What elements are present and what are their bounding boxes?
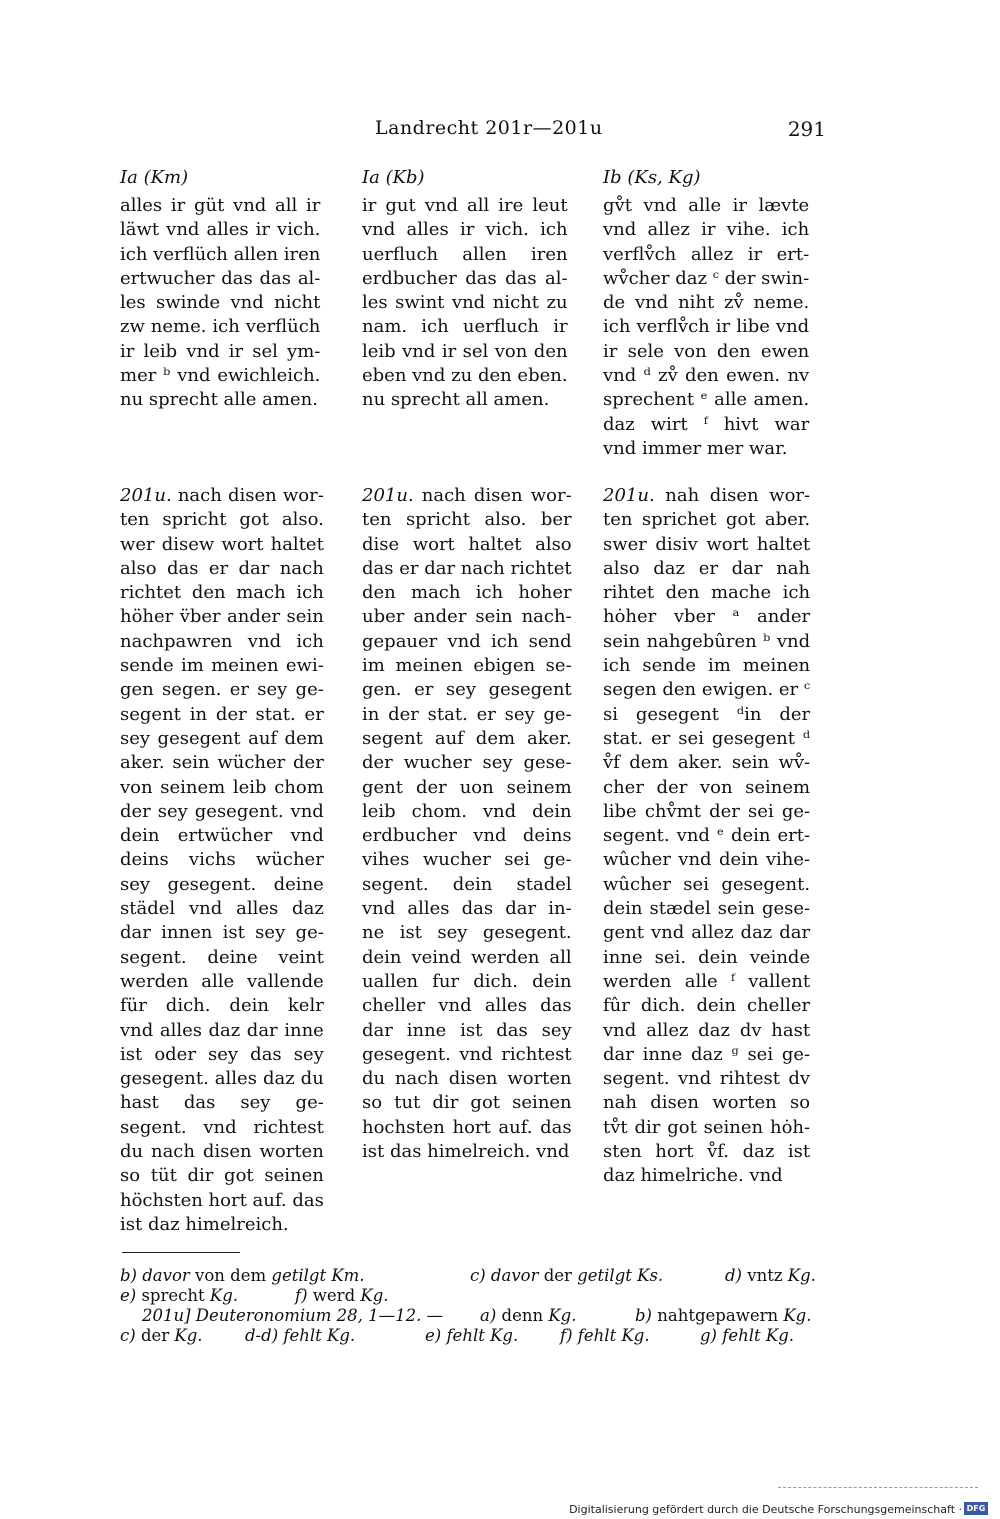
text-block-201r: [362, 194, 568, 413]
footnote-part: werd: [312, 1286, 361, 1305]
footnote: [635, 1306, 812, 1326]
text-line: dar inne ist das sey: [362, 1019, 572, 1041]
footnote-part: Kg.: [548, 1306, 577, 1325]
text-line: stat. er sei gesegent ᵈ: [603, 727, 811, 749]
footnote-line: [120, 1306, 826, 1326]
footnote-part: Kg.: [783, 1306, 812, 1325]
footnote-part: b) davor: [120, 1266, 196, 1285]
text-line: gv̊t vnd alle ir lævte: [603, 195, 810, 216]
text-line: hochsten hort auf. das: [362, 1116, 572, 1138]
text-line: inne sei. dein veinde: [603, 946, 811, 968]
text-line: wûcher vnd dein vihe-: [603, 849, 811, 871]
text-block-201u: [120, 484, 324, 1237]
text-line: im meinen ebigen se-: [362, 655, 572, 677]
text-line: sey gesegent. deine: [120, 873, 324, 895]
text-line: ist das himelreich. vnd: [362, 1141, 570, 1163]
footnote: [120, 1326, 203, 1346]
text-line: gent vnd allez daz dar: [603, 922, 811, 944]
text-line: verflv̊ch allez ir ert-: [603, 243, 810, 265]
text-line: ertwucher das das al-: [120, 267, 321, 289]
text-line: deins vichs wücher: [120, 849, 324, 871]
text-line: dise wort haltet also: [362, 533, 572, 555]
text-line: gepauer vnd ich send: [362, 630, 572, 652]
text-line: si gesegent ᵈin der: [603, 703, 811, 725]
footnote-part: nahtgepawern: [657, 1306, 784, 1325]
text-line: dar inne daz ᵍ sei ge-: [603, 1043, 811, 1065]
text-line: städel vnd alles daz: [120, 898, 324, 920]
text-line: der wucher sey gese-: [362, 752, 572, 774]
text-line: vnd immer mer war.: [603, 437, 788, 459]
text-line: eben vnd zu den eben.: [362, 365, 568, 387]
text-line: in der stat. er sey ge-: [362, 703, 572, 725]
text-line: hȯher vber ᵃ ander: [603, 606, 811, 628]
footnote-part: Kg.: [360, 1286, 389, 1305]
footnote-part: Kg.: [209, 1286, 239, 1305]
text-line: werden alle ᶠ vallent: [603, 970, 811, 992]
text-line: nachpawren vnd ich: [120, 630, 324, 652]
text-block-201u: [362, 484, 572, 1164]
page-number: 291: [787, 117, 826, 141]
text-line: ir gut vnd all ire leut: [362, 195, 568, 216]
footnote: [725, 1266, 816, 1286]
footnote-separator: [122, 1252, 240, 1253]
text-line: sten hort v̊f. daz ist: [603, 1141, 811, 1163]
text-line: segent. deine veint: [120, 946, 324, 968]
footnote: [120, 1266, 365, 1286]
text-line: uallen fur dich. dein: [362, 970, 572, 992]
text-line: richtet den mach ich: [120, 582, 324, 604]
text-line: dein veind werden all: [362, 946, 572, 968]
text-line: swer disiv wort haltet: [603, 533, 811, 555]
text-line: dein ertwücher vnd: [120, 825, 324, 847]
text-line: hast das sey ge-: [120, 1092, 324, 1114]
text-line: vnd allez ir vihe. ich: [603, 219, 810, 241]
text-line: erdbucher das das al-: [362, 267, 568, 289]
text-line: sprechent ᵉ alle amen.: [603, 389, 810, 411]
text-line: les swinde vnd nicht: [120, 292, 321, 314]
text-line: daz wirt ᶠ hivt war: [603, 413, 810, 435]
text-line: sende im meinen ewi-: [120, 655, 324, 677]
footnote: [295, 1286, 389, 1306]
footnote-part: der: [140, 1326, 175, 1345]
footnote: [142, 1306, 443, 1326]
text-line: segent in der stat. er: [120, 703, 324, 725]
footnote-part: d-d) fehlt Kg.: [245, 1326, 356, 1345]
text-line: segen den ewigen. er ᶜ: [603, 679, 811, 701]
text-line: ich sende im meinen: [603, 655, 811, 677]
text-line: gen. er sey gesegent: [362, 679, 572, 701]
section-marker: 201u.: [362, 485, 414, 506]
text-line: also daz er dar nah: [603, 557, 811, 579]
text-line: segent auf dem aker.: [362, 727, 572, 749]
text-line: nah disen worten so: [603, 1092, 811, 1114]
text-line-rest: nach disen wor-: [171, 485, 324, 506]
footnote-part: vntz: [747, 1266, 788, 1285]
text-line: ir leib vnd ir sel ym-: [120, 340, 321, 362]
footnote-part: 201u] Deuteronomium 28, 1—12. —: [142, 1306, 444, 1325]
text-line: von seinem leib chom: [120, 776, 324, 798]
footnote-part: getilgt Ks.: [577, 1266, 664, 1285]
text-line: vnd ᵈ zv̊ den ewen. nv: [603, 365, 810, 387]
text-line: ist oder sey das sey: [120, 1043, 324, 1065]
text-line: ten spricht got also.: [120, 509, 324, 531]
text-line: höchsten hort auf. das: [120, 1189, 324, 1211]
text-line: vnd allez daz dv hast: [603, 1019, 811, 1041]
text-line: also das er dar nach: [120, 557, 324, 579]
footnote: [700, 1326, 794, 1346]
text-line: gesegent. vnd richtest: [362, 1043, 572, 1065]
text-line: gent der uon seinem: [362, 776, 572, 798]
text-line: du nach disen worten: [120, 1141, 324, 1163]
text-line: wv̊cher daz ᶜ der swin-: [603, 267, 810, 289]
text-line: so tüt dir got seinen: [120, 1165, 324, 1187]
text-line: dein stædel sein gese-: [603, 898, 811, 920]
text-line: leib vnd ir sel von den: [362, 340, 568, 362]
footnote-part: a): [480, 1306, 502, 1325]
footnote-part: f): [295, 1286, 313, 1305]
section-marker: 201u.: [120, 485, 172, 506]
text-line: [603, 484, 810, 508]
text-line: segent. vnd ᵉ dein ert-: [603, 825, 811, 847]
text-line: du nach disen worten: [362, 1068, 572, 1090]
dfg-logo: DFG: [964, 1502, 988, 1515]
running-title: Landrecht 201r—201u: [375, 117, 603, 139]
footnote-part: der: [543, 1266, 578, 1285]
footnote-line: [120, 1326, 826, 1346]
text-line: ten sprichet got aber.: [603, 509, 811, 531]
text-line: ne ist sey gesegent.: [362, 922, 572, 944]
text-line: nam. ich uerfluch ir: [362, 316, 568, 338]
text-line: rihtet den mache ich: [603, 582, 811, 604]
footnote-part: c) davor: [470, 1266, 544, 1285]
text-line: vnd alles das dar in-: [362, 898, 572, 920]
text-line: segent. vnd richtest: [120, 1116, 324, 1138]
text-line: läwt vnd alles ir vich.: [120, 219, 321, 241]
footnote: [560, 1326, 650, 1346]
text-line: segent. vnd rihtest dv: [603, 1068, 811, 1090]
footnote: [120, 1286, 238, 1306]
text-line: uber ander sein nach-: [362, 606, 572, 628]
footnote-part: Kg.: [174, 1326, 203, 1345]
footnote-part: von dem: [195, 1266, 272, 1285]
footnote: [470, 1266, 663, 1286]
footnote: [480, 1306, 577, 1326]
text-line: ich verflüch allen iren: [120, 243, 321, 265]
footnote-part: b): [635, 1306, 658, 1325]
text-line: höher v̈ber ander sein: [120, 606, 324, 628]
page-header: [120, 117, 826, 147]
footnote-part: g) fehlt Kg.: [700, 1326, 795, 1345]
text-block-201r: [603, 194, 809, 461]
footnote-line: [120, 1266, 826, 1286]
text-line: tv̊t dir got seinen hȯh-: [603, 1116, 811, 1138]
text-line: ich verflv̊ch ir libe vnd: [603, 316, 810, 338]
text-line: sey gesegent auf dem: [120, 727, 324, 749]
text-line: aker. sein wücher der: [120, 752, 324, 774]
footnote-part: sprecht: [141, 1286, 210, 1305]
footnote-line: [120, 1286, 826, 1306]
text-line: v̊f dem aker. sein wv̊-: [603, 752, 811, 774]
footnote-part: c): [120, 1326, 141, 1345]
text-line: sein nahgebûren ᵇ vnd: [603, 630, 811, 652]
text-line: so tut dir got seinen: [362, 1092, 572, 1114]
text-line: vnd alles daz dar inne: [120, 1019, 324, 1041]
column-siglum: Ib (Ks, Kg): [603, 167, 701, 188]
text-line: nu sprecht alle amen.: [120, 389, 318, 411]
text-line: für dich. dein kelr: [120, 995, 324, 1017]
text-line: vnd alles ir vich. ich: [362, 219, 568, 241]
text-line: werden alle vallende: [120, 970, 324, 992]
text-line: wûcher sei gesegent.: [603, 873, 811, 895]
text-line: gen segen. er sey ge-: [120, 679, 324, 701]
footnote-part: f) fehlt Kg.: [560, 1326, 650, 1345]
text-line: [362, 484, 572, 508]
text-line: zw neme. ich verflüch: [120, 316, 321, 338]
column-siglum: Ia (Kb): [362, 167, 425, 188]
section-marker: 201u.: [603, 485, 655, 506]
footnote: [245, 1326, 355, 1346]
text-line: les swint vnd nicht zu: [362, 292, 568, 314]
text-line: cheller vnd alles das: [362, 995, 572, 1017]
text-line: uerfluch allen iren: [362, 243, 568, 265]
column-siglum: Ia (Km): [120, 167, 189, 188]
footnote-part: getilgt Km.: [271, 1266, 365, 1285]
text-line: mer ᵇ vnd ewichleich.: [120, 365, 321, 387]
text-block-201u: [603, 484, 810, 1189]
footnote-part: d): [725, 1266, 748, 1285]
text-line: ten spricht also. ber: [362, 509, 572, 531]
text-line: leib chom. vnd dein: [362, 800, 572, 822]
footnote: [425, 1326, 518, 1346]
text-line: alles ir güt vnd all ir: [120, 195, 321, 216]
text-line-rest: nah disen wor-: [654, 485, 811, 506]
text-line: fûr dich. dein cheller: [603, 995, 811, 1017]
text-line: erdbucher vnd deins: [362, 825, 572, 847]
footnotes: [120, 1266, 826, 1346]
text-line: ir sele von den ewen: [603, 340, 810, 362]
text-line: das er dar nach richtet: [362, 557, 572, 579]
text-block-201r: [120, 194, 320, 413]
text-line: gesegent. alles daz du: [120, 1068, 324, 1090]
text-line: den mach ich hoher: [362, 582, 572, 604]
text-line: dar innen ist sey ge-: [120, 922, 324, 944]
footer-divider: [778, 1487, 978, 1488]
text-line: der sey gesegent. vnd: [120, 800, 324, 822]
text-line: cher der von seinem: [603, 776, 811, 798]
text-line: ist daz himelreich.: [120, 1213, 289, 1235]
footnote-part: Kg.: [787, 1266, 816, 1285]
footnote-part: denn: [501, 1306, 549, 1325]
digitization-credit: Digitalisierung gefördert durch die Deutsche Forschungsgemeinschaft ·: [569, 1503, 962, 1516]
text-line: libe chv̊mt der sei ge-: [603, 800, 811, 822]
text-line: daz himelriche. vnd: [603, 1165, 783, 1187]
text-line: segent. dein stadel: [362, 873, 572, 895]
text-line-rest: nach disen wor-: [413, 485, 572, 506]
text-line: wer disew wort haltet: [120, 533, 324, 555]
text-line: de vnd niht zv̊ neme.: [603, 292, 810, 314]
text-line: vihes wucher sei ge-: [362, 849, 572, 871]
footnote-part: e): [120, 1286, 142, 1305]
text-line: nu sprecht all amen.: [362, 389, 550, 411]
footnote-part: e) fehlt Kg.: [425, 1326, 519, 1345]
text-line: [120, 484, 324, 508]
